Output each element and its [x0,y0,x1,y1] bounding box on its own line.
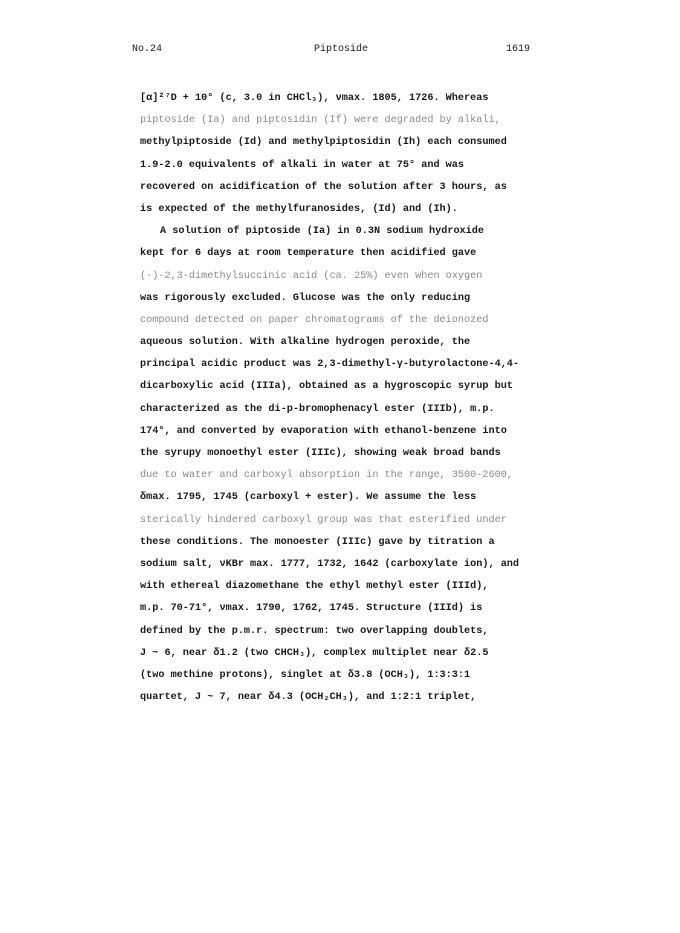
journal-number: No.24 [132,44,163,55]
text-line: is expected of the methylfuranosides, (Id) and (Ih). [140,203,458,215]
text-line: was rigorously excluded. Glucose was the only reducing [140,292,471,304]
text-line: principal acidic product was 2,3-dimethyl-γ-butyrolactone-4,4- [140,359,520,371]
text-line: m.p. 70-71°, νmax. 1790, 1762, 1745. Structure (IIId) is [140,603,483,615]
text-line: (two methine protons), singlet at δ3.8 (OCH₃), 1:3:3:1 [140,669,471,681]
text-line: aqueous solution. With alkaline hydrogen peroxide, the [140,337,471,349]
page-number: 1619 [506,44,531,55]
text-line: with ethereal diazomethane the ethyl methyl ester (IIId), [140,581,489,593]
text-line: sodium salt, νKBr max. 1777, 1732, 1642 (carboxylate ion), and [140,558,520,570]
text-line: kept for 6 days at room temperature then acidified gave [140,248,477,260]
text-line: sterically hindered carboxyl group was that esterified under [140,514,507,526]
text-line: piptoside (Ia) and piptosidin (If) were degraded by alkali, [140,115,501,127]
text-line: due to water and carboxyl absorption in the range, 3500-2600, [140,470,513,482]
text-line: the syrupy monoethyl ester (IIIc), showing weak broad bands [140,448,501,459]
text-line: J ~ 6, near δ1.2 (two CHCH₃), complex multiplet near δ2.5 [140,647,489,659]
text-line: [α]²⁷D + 10° (c, 3.0 in CHCl₃), νmax. 1805, 1726. Whereas [140,93,489,104]
text-line: characterized as the di-p-bromophenacyl ester (IIIb), m.p. [140,403,495,415]
text-line: 1.9-2.0 equivalents of alkali in water at 75° and was [140,159,465,171]
running-title: Piptoside [314,44,369,55]
text-line: 174°, and converted by evaporation with ethanol-benzene into [140,425,507,437]
text-line: quartet, J ~ 7, near δ4.3 (OCH₂CH₃), and 1:2:1 triplet, [140,692,477,704]
text-line: δmax. 1795, 1745 (carboxyl + ester). We assume the less [140,492,477,504]
body-text [140,88,540,709]
text-line: compound detected on paper chromatograms of the deionozed [140,314,489,326]
text-line: A solution of piptoside (Ia) in 0.3N sodium hydroxide [160,226,485,238]
text-line: defined by the p.m.r. spectrum: two overlapping doublets, [140,625,489,637]
text-line: (-)-2,3-dimethylsuccinic acid (ca. 25%) even when oxygen [140,270,483,282]
text-line: these conditions. The monoester (IIIc) gave by titration a [140,536,495,548]
text-line: dicarboxylic acid (IIIa), obtained as a hygroscopic syrup but [140,381,513,393]
text-line: recovered on acidification of the solution after 3 hours, as [140,181,507,193]
text-line: methylpiptoside (Id) and methylpiptosidin (Ih) each consumed [140,137,507,149]
